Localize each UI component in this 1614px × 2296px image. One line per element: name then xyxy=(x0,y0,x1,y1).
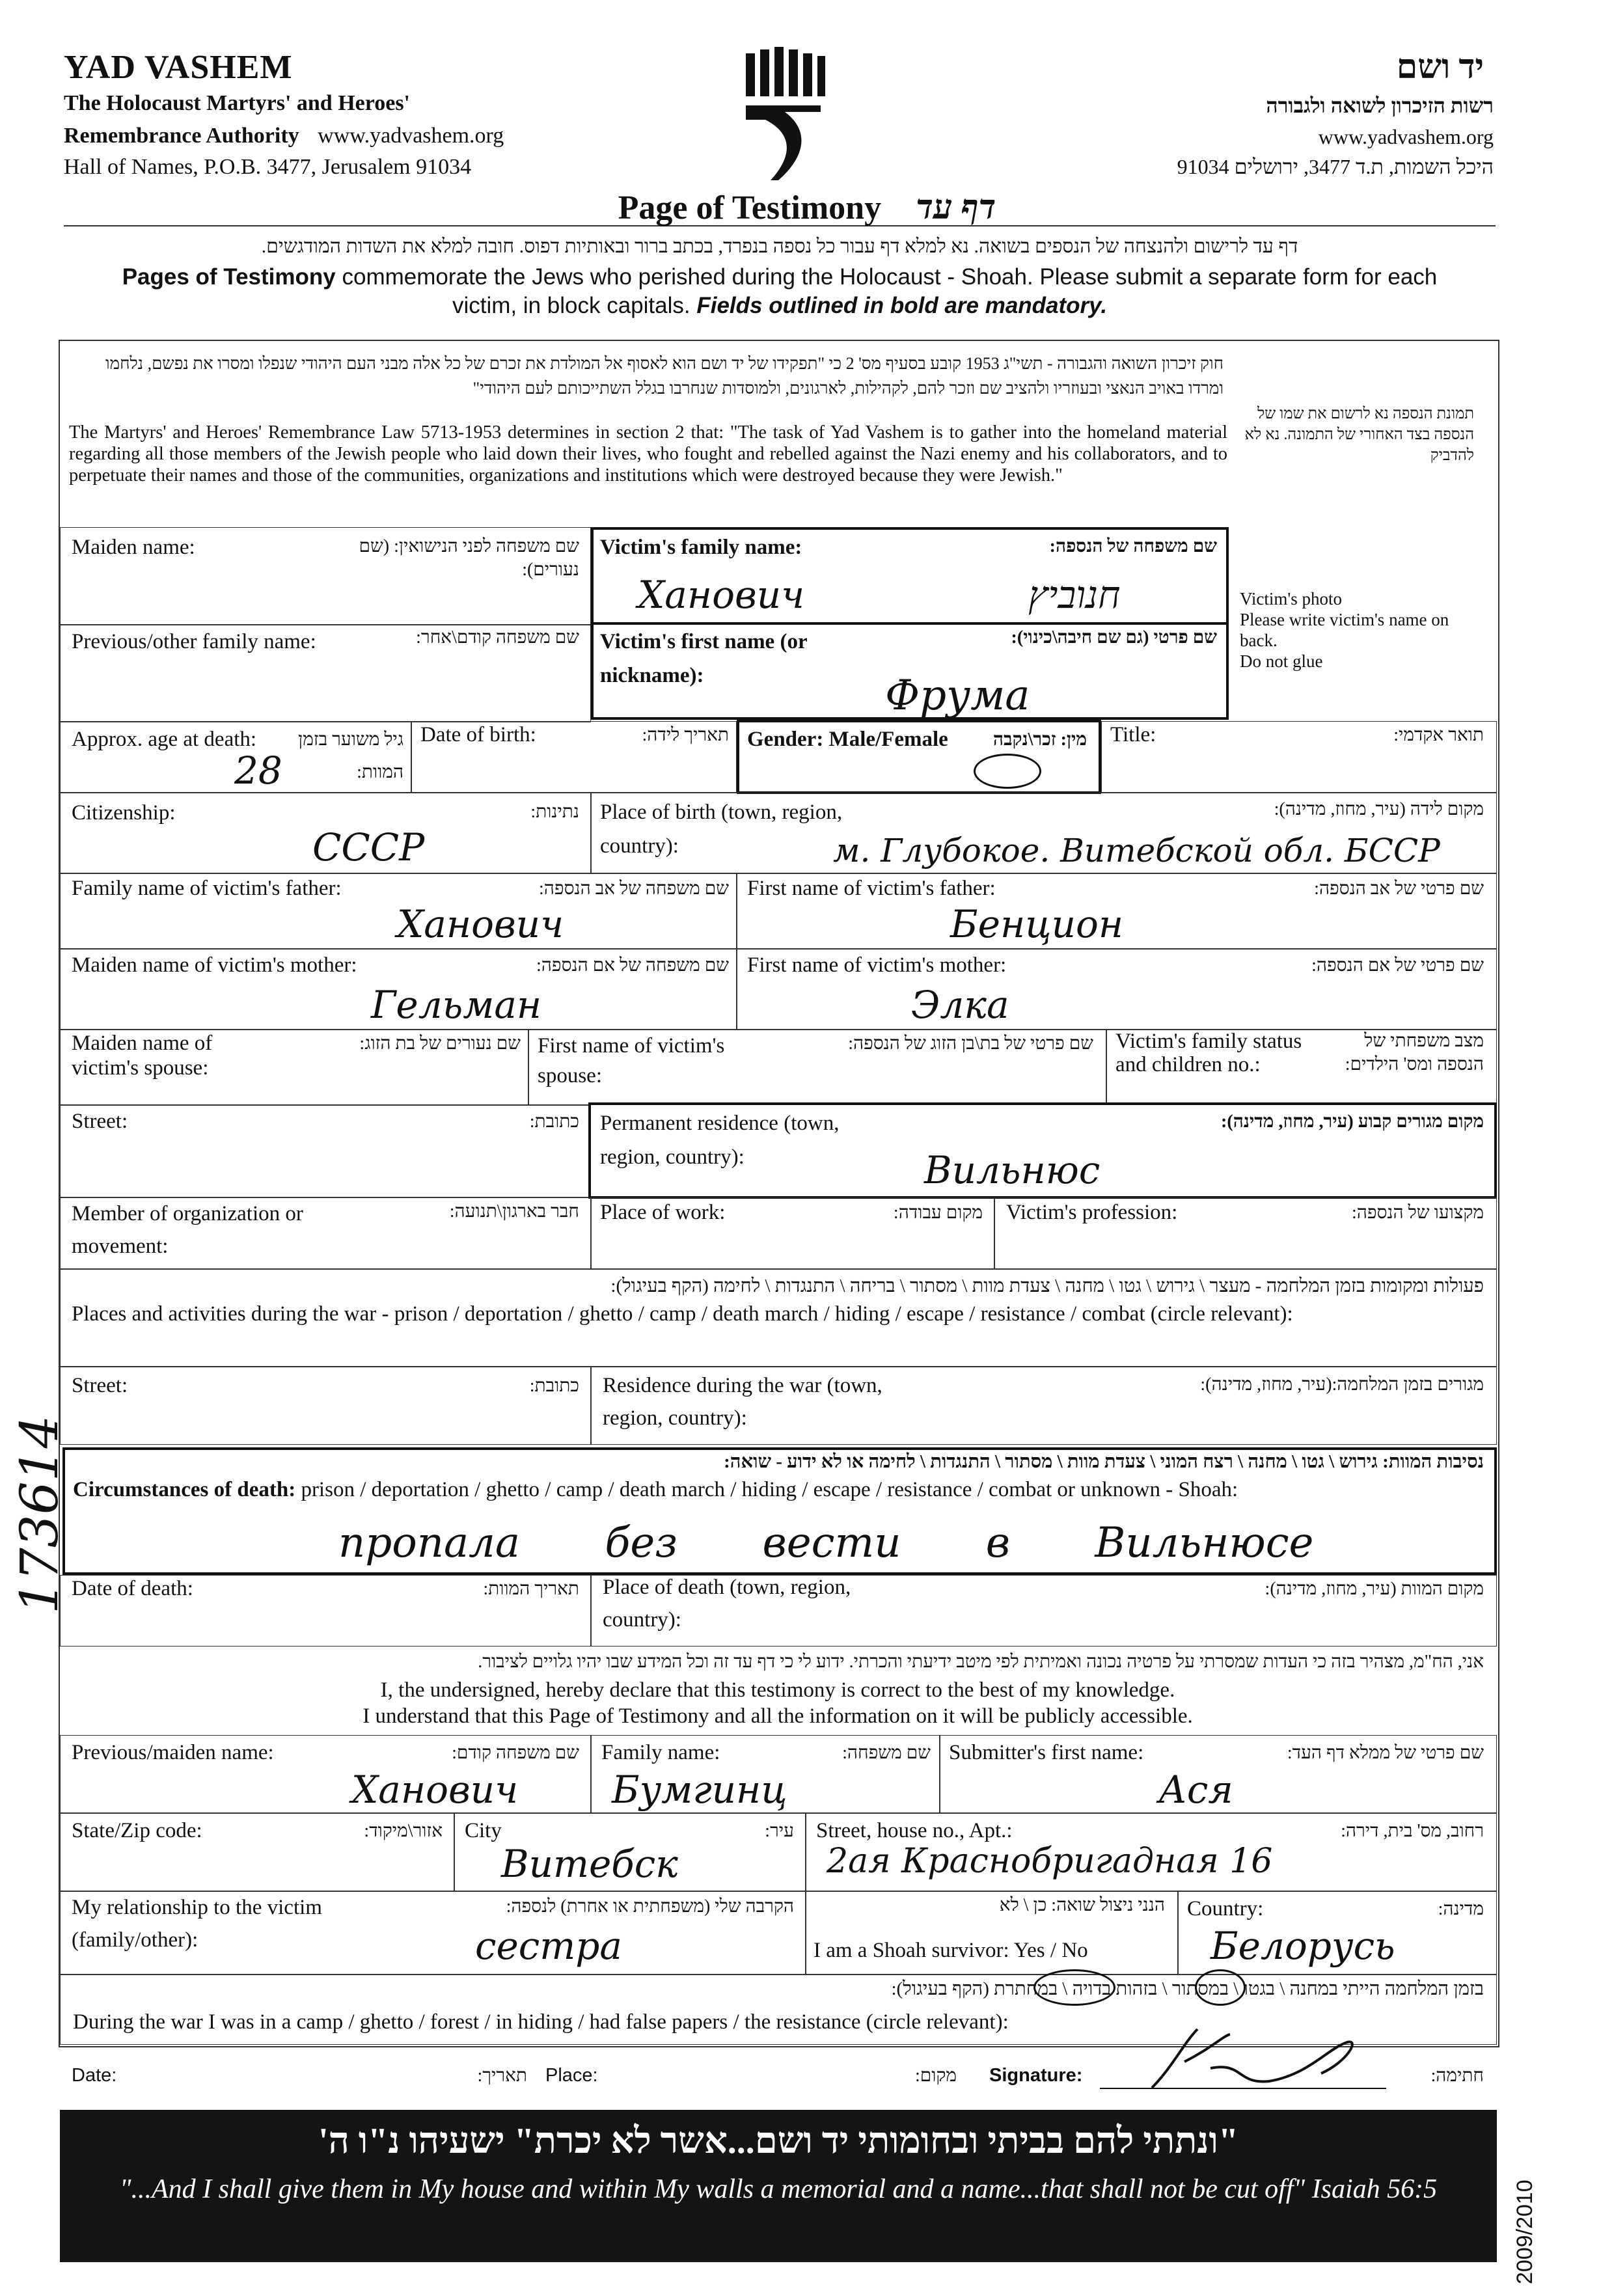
intro-en-2: victim, in block capitals. xyxy=(452,293,697,318)
law-text-he: חוק זיכרון השואה והגבורה - תשי"ג 1953 קובע בסעיף מס' 2 כי "תפקידו של יד ושם הוא לאסוף אל המולדת את זכרם של כל אלה מבני העם היהודי שנפלו ומסרו את נפשם, נלחמו ומרדו באויב הנאצי ובעוזריו ולהציב שם וזכר להם, לקהילות, לארגונים, ולמוסדות שנחרבו בגלל השתייכותם לעם היהודי" xyxy=(105,354,1224,398)
dob-label-he: תאריך לידה: xyxy=(642,725,729,745)
war-street-label: Street: xyxy=(72,1374,128,1397)
relationship-label-he: הקרבה שלי (משפחתית או אחרת) לנספה: xyxy=(506,1896,794,1917)
date-label: Date: xyxy=(72,2065,117,2086)
intro-en-mandatory: Fields outlined in bold are mandatory. xyxy=(696,293,1108,318)
photo-note-he: תמונת הנספה נא לרשום את שמו של הנספה בצד האחורי של התמונה. נא לא להדביק xyxy=(1244,405,1474,464)
father-first-value: Бенцион xyxy=(950,902,1124,946)
father-family-label-he: שם משפחה של אב הנספה: xyxy=(539,879,729,899)
spouse-maiden-label-he: שם נעורים של בת הזוג: xyxy=(359,1033,521,1054)
survivor-label-he: הנני ניצול שואה: כן \ לא xyxy=(999,1895,1165,1915)
residence-label-he: מקום מגורים קבוע (עיר, מחוז, מדינה): xyxy=(1221,1112,1484,1132)
intro-en-bold: Pages of Testimony xyxy=(122,264,336,290)
previous-name-label: Previous/other family name: xyxy=(72,630,316,653)
spouse-first-label: First name of victim's spouse: xyxy=(538,1034,725,1087)
spouse-maiden-label: Maiden name of victim's spouse: xyxy=(72,1032,213,1080)
war-residence-label-he: מגורים בזמן המלחמה:(עיר, מחוז, מדינה): xyxy=(1200,1374,1484,1395)
street-label: Street: xyxy=(72,1110,128,1133)
submitter-prev-name-value: Ханович xyxy=(351,1768,519,1812)
org-name-en: YAD VASHEM xyxy=(64,49,293,86)
street-label-he: כתובת: xyxy=(529,1112,579,1132)
title-label: Title: xyxy=(1110,723,1156,746)
death-place-label: Place of death (town, region, country): xyxy=(603,1576,851,1632)
first-name-label-he: שם פרטי (גם שם חיבה\כינוי): xyxy=(1011,627,1217,648)
mother-maiden-value: Гельман xyxy=(371,983,542,1027)
father-family-label: Family name of victim's father: xyxy=(72,877,342,900)
residence-value: Вильнюс xyxy=(924,1148,1101,1192)
death-place-label-he: מקום המוות (עיר, מחוז, מדינה): xyxy=(1265,1579,1484,1599)
war-street-label-he: כתובת: xyxy=(529,1376,579,1396)
age-label-he: גיל משוער בזמן המוות: xyxy=(298,730,404,782)
residence-label: Permanent residence (town, region, country): xyxy=(600,1112,840,1169)
city-label-he: עיר: xyxy=(765,1821,794,1841)
date-label-he: תאריך: xyxy=(477,2066,527,2086)
dob-label: Date of birth: xyxy=(420,723,536,746)
relationship-value: сестра xyxy=(475,1924,622,1968)
circumstances-label xyxy=(73,1477,1485,1502)
photo-note-en-3: Do not glue xyxy=(1240,651,1323,671)
birth-place-value: м. Глубокое. Витебской обл. БССР xyxy=(833,832,1440,869)
family-name-label-he: שם משפחה של הנספה: xyxy=(1049,536,1217,556)
footer-quote-en: "...And I shall give them in My house and within My walls a memorial and a name...that shall not be cut off" Isaiah 56:5 xyxy=(119,2174,1438,2204)
signature-label-he: חתימה: xyxy=(1430,2066,1484,2086)
circumstances-value: пропала без вести в Вильнюсе xyxy=(338,1519,1314,1567)
signature-label: Signature: xyxy=(989,2065,1083,2086)
submitter-prev-name-label: Previous/maiden name: xyxy=(72,1741,274,1764)
activities-label: Places and activities during the war - prison / deportation / ghetto / camp / death march / hiding / escape / resistance / combat (circle relevant): xyxy=(72,1302,1293,1326)
submitter-street-label-he: רחוב, מס' בית, דירה: xyxy=(1341,1821,1484,1841)
submitter-first-label-he: שם פרטי של ממלא דף העד: xyxy=(1287,1743,1484,1763)
submitter-street-label: Street, house no., Apt.: xyxy=(816,1819,1013,1842)
citizenship-label-he: נתינות: xyxy=(530,802,579,822)
title-label-he: תואר אקדמי: xyxy=(1393,725,1484,745)
maiden-name-label: Maiden name: xyxy=(72,536,195,559)
family-name-label: Victim's family name: xyxy=(600,536,802,559)
org-subtitle-en-2 xyxy=(64,124,504,148)
previous-name-label-he: שם משפחה קודם\אחר: xyxy=(416,627,579,648)
profession-label: Victim's profession: xyxy=(1006,1201,1178,1224)
law-text-en: The Martyrs' and Heroes' Remembrance Law 5713-1953 determines in section 2 that: "The task of Yad Vashem is to gather into the homeland material regarding all those members of the Jewish people who laid down their lives, who fought and rebelled against the Nazi enemy and his collaborators, and to perpetuate their names and those of the communities, organizations and institutions which were destroyed because they were Jewish." xyxy=(69,422,1227,485)
circumstances-label-he: נסיבות המוות: גירוש \ גטו \ מחנה \ רצח המוני \ צעדת מוות \ מסתור \ התנגדות \ לחימה או לא ידוע - שואה: xyxy=(724,1451,1484,1472)
war-place-label: During the war I was in a camp / ghetto / forest / in hiding / had false papers / the resistance (circle relevant): xyxy=(73,2010,1009,2034)
submitter-family-value: Бумгинц xyxy=(612,1768,787,1812)
zip-label: State/Zip code: xyxy=(72,1819,202,1842)
org-member-label-he: חבר בארגון\תנועה: xyxy=(449,1201,579,1222)
org-name-he: יד ושם xyxy=(1396,49,1484,86)
resistance-circle xyxy=(1033,1969,1115,2006)
intro-he: דף עד לרישום ולהנצחה של הנספים בשואה. נא למלא דף עבור כל נספה בנפרד, בכתב ברור ובאותיות דפוס. חובה למלא את השדות המודגשים. xyxy=(261,236,1298,257)
mother-first-value: Элка xyxy=(911,983,1009,1027)
family-name-value: Ханович xyxy=(638,573,805,617)
age-value: 28 xyxy=(234,748,282,793)
footer-quote-he: "ונתתי להם בביתי ובחומותי יד ושם...אשר לא יכרת" ישעיהו נ"ו ה' xyxy=(318,2121,1238,2161)
mother-first-label-he: שם פרטי של אם הנספה: xyxy=(1311,955,1484,976)
gender-label-he: מין: זכר\נקבה xyxy=(992,730,1087,750)
ghetto-circle xyxy=(1195,1969,1246,2006)
gender-female-circle xyxy=(974,754,1041,789)
mother-maiden-label-he: שם משפחה של אם הנספה: xyxy=(536,955,729,976)
death-date-label: Date of death: xyxy=(72,1577,193,1600)
citizenship-label: Citizenship: xyxy=(72,801,176,825)
declaration-he: אני, הח"מ, מצהיר בזה כי העדות שמסרתי על פרטיה נכונה ואמיתית לפי מיטב ידיעתי והכרתי. ידוע לי כי דף עד זה וכל המידע שבו יהיו גלויים לציבור. xyxy=(478,1652,1484,1672)
declaration-en-2: I understand that this Page of Testimony and all the information on it will be publicly accessible. xyxy=(362,1704,1193,1728)
age-label: Approx. age at death: xyxy=(72,728,257,751)
father-family-value: Ханович xyxy=(397,902,564,946)
country-label: Country: xyxy=(1187,1897,1264,1920)
org-subtitle-he: רשות הזיכרון לשואה ולגבורה xyxy=(1266,94,1494,117)
place-label-he: מקום: xyxy=(915,2066,957,2086)
city-label: City xyxy=(465,1819,502,1842)
org-member-label: Member of organization or movement: xyxy=(72,1202,303,1258)
circumstances-label-text: prison / deportation / ghetto / camp / death march / hiding / escape / resistance / combat or unknown - Shoah: xyxy=(295,1478,1238,1501)
page-title-he: דף עד xyxy=(916,189,996,226)
mother-maiden-label: Maiden name of victim's mother: xyxy=(72,953,357,977)
address-en: Hall of Names, P.O.B. 3477, Jerusalem 91034 xyxy=(64,155,472,179)
first-name-label: Victim's first name (or nickname): xyxy=(600,630,807,687)
submitter-family-label-he: שם משפחה: xyxy=(842,1743,931,1763)
family-status-label-he: מצב משפחתי של הנספה ומס' הילדים: xyxy=(1345,1031,1484,1074)
maiden-name-label-he: שם משפחה לפני הנישואין: (שם נעורים): xyxy=(359,536,579,580)
photo-note-en-1: Victim's photo xyxy=(1240,589,1342,608)
website-en: www.yadvashem.org xyxy=(318,124,504,148)
page-title xyxy=(0,189,1614,227)
photo-note-en-2: Please write victim's name on back. xyxy=(1240,610,1449,650)
country-value: Белорусь xyxy=(1210,1924,1395,1968)
org-subtitle-en-1: The Holocaust Martyrs' and Heroes' xyxy=(64,91,410,115)
work-place-label: Place of work: xyxy=(600,1201,726,1224)
zip-label-he: אזור\מיקוד: xyxy=(364,1821,443,1841)
death-date-label-he: תאריך המוות: xyxy=(483,1579,579,1599)
circumstances-label-bold: Circumstances of death: xyxy=(73,1478,296,1501)
org-subtitle-en-2-text: Remembrance Authority xyxy=(64,124,299,148)
work-place-label-he: מקום עבודה: xyxy=(893,1203,983,1223)
gender-label: Gender: Male/Female xyxy=(747,728,948,751)
mother-first-label: First name of victim's mother: xyxy=(747,953,1007,977)
form-year: 2009/2010 xyxy=(1512,2180,1537,2284)
intro-en-1: commemorate the Jews who perished during the Holocaust - Shoah. Please submit a separate form for each xyxy=(335,264,1438,290)
archive-number: 173614 xyxy=(9,1415,70,1614)
yad-vashem-logo-icon xyxy=(739,47,830,184)
family-status-label: Victim's family status and children no.: xyxy=(1115,1030,1302,1076)
father-first-label-he: שם פרטי של אב הנספה: xyxy=(1314,879,1484,899)
father-first-label: First name of victim's father: xyxy=(747,877,996,900)
page-title-en: Page of Testimony xyxy=(618,189,882,226)
website-he: www.yadvashem.org xyxy=(1318,125,1494,148)
city-value: Витебск xyxy=(501,1842,678,1886)
country-label-he: מדינה: xyxy=(1438,1899,1484,1919)
birth-place-label-he: מקום לידה (עיר, מחוז, מדינה): xyxy=(1274,799,1484,819)
spouse-first-label-he: שם פרטי של בת\בן הזוג של הנספה: xyxy=(848,1033,1093,1054)
survivor-label: I am a Shoah survivor: Yes / No xyxy=(814,1939,1088,1962)
submitter-prev-name-label-he: שם משפחה קודם: xyxy=(452,1743,579,1763)
war-residence-label: Residence during the war (town, region, country): xyxy=(603,1374,882,1430)
birth-place-label: Place of birth (town, region, country): xyxy=(600,800,843,858)
activities-label-he: פעולות ומקומות בזמן המלחמה - מעצר \ גירוש \ גטו \ מחנה \ צעדת מוות \ מסתור \ בריחה \ התנגדות \ לחימה (הקף בעיגול): xyxy=(610,1276,1484,1296)
profession-label-he: מקצועו של הנספה: xyxy=(1351,1203,1484,1223)
address-he: היכל השמות, ת.ד 3477, ירושלים 91034 xyxy=(1177,155,1494,178)
declaration-en-1: I, the undersigned, hereby declare that this testimony is correct to the best of my knowledge. xyxy=(380,1678,1175,1702)
submitter-first-value: Ася xyxy=(1158,1768,1233,1812)
citizenship-value: СССР xyxy=(312,825,425,869)
photo-note-en xyxy=(1240,588,1487,672)
submitter-first-label: Submitter's first name: xyxy=(949,1741,1144,1764)
first-name-value: Фрума xyxy=(885,672,1030,720)
family-name-value-he: חנוביץ xyxy=(1028,573,1121,617)
place-label: Place: xyxy=(545,2065,598,2086)
war-place-label-he: בזמן המלחמה הייתי במחנה \ בגטו \ במסתור \ בזהות בדויה \ במחתרת (הקף בעיגול): xyxy=(891,1978,1484,1999)
intro-en xyxy=(64,263,1496,320)
signature-drawing-icon xyxy=(1113,2023,1386,2094)
submitter-family-label: Family name: xyxy=(601,1741,720,1764)
relationship-label: My relationship to the victim (family/other): xyxy=(72,1896,322,1952)
submitter-street-value: 2ая Краснобригадная 16 xyxy=(827,1842,1273,1881)
